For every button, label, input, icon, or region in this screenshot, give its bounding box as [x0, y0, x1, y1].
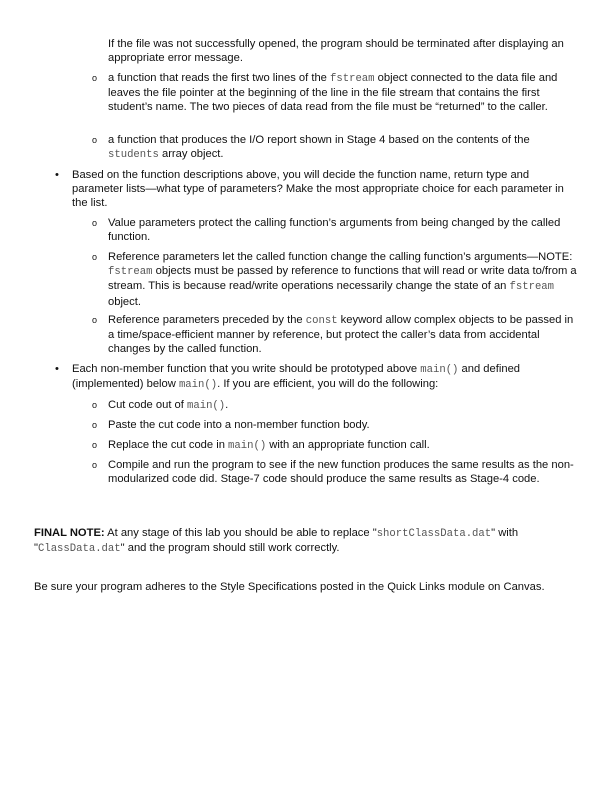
list-item: o a function that produces the I/O report shown in Stage 4 based on the contents of the students array object. — [92, 134, 530, 162]
circle-bullet-icon: o — [92, 460, 98, 470]
circle-bullet-icon: o — [92, 252, 98, 262]
list-item: o Cut code out of main(). — [92, 399, 229, 412]
circle-bullet-icon: o — [92, 420, 98, 430]
list-item: o Value parameters protect the calling function’s arguments from being changed by the called function. — [92, 217, 561, 244]
circle-bullet-icon: o — [92, 135, 98, 145]
final-note-label: FINAL NOTE: — [34, 527, 105, 539]
list-item: o Reference parameters preceded by the const keyword allow complex objects to be passed in a time/space-efficient manner by reference, but protect the caller’s data from accidental changes by the called function. — [92, 314, 574, 356]
circle-bullet-icon: o — [92, 218, 98, 228]
style-note: Be sure your program adheres to the Style Specifications posted in the Quick Links module on Canvas. — [34, 581, 545, 593]
bullet-icon: • — [55, 363, 59, 375]
intro-text: If the file was not successfully opened, the program should be terminated after displaying an appropriate error message. — [108, 38, 564, 65]
list-item: o Replace the cut code in main() with an appropriate function call. — [92, 439, 430, 452]
circle-bullet-icon: o — [92, 73, 98, 83]
circle-bullet-icon: o — [92, 440, 98, 450]
list-item: • Each non-member function that you write should be prototyped above main() and defined (implemented) below main(). If you are efficient, you will do the following: — [55, 363, 521, 392]
list-item: o a function that reads the first two lines of the fstream object connected to the data file and leaves the file pointer at the beginning of the line in the file stream that contains the first student’s name. The two pieces of data read from the file must be “returned” to the caller. — [92, 72, 558, 114]
list-item: o Paste the cut code into a non-member function body. — [92, 419, 370, 431]
circle-bullet-icon: o — [92, 400, 98, 410]
bullet-icon: • — [55, 169, 59, 181]
final-note: FINAL NOTE: At any stage of this lab you should be able to replace "shortClassData.dat" with "ClassData.dat" and the program should still work correctly. — [34, 527, 519, 556]
list-item: o Compile and run the program to see if the new function produces the same results as the non-modularized code did. Stage-7 code should produce the same results as Stage-4 code. — [92, 459, 574, 486]
circle-bullet-icon: o — [92, 315, 98, 325]
list-item — [52, 168, 578, 211]
bullet-text: Based on the function descriptions above, you will decide the function name, return type and parameter lists—what type of parameters? Make the most appropriate choice for each parameter in the list. — [72, 169, 564, 210]
intro-paragraph — [108, 37, 578, 65]
list-item: o Reference parameters let the called function change the calling function’s arguments—NOTE: fstream objects must be passed by reference to functions that will read or write data to/from a stream. This is because read/write operations necessarily change the state of an fstream object. — [92, 251, 577, 308]
